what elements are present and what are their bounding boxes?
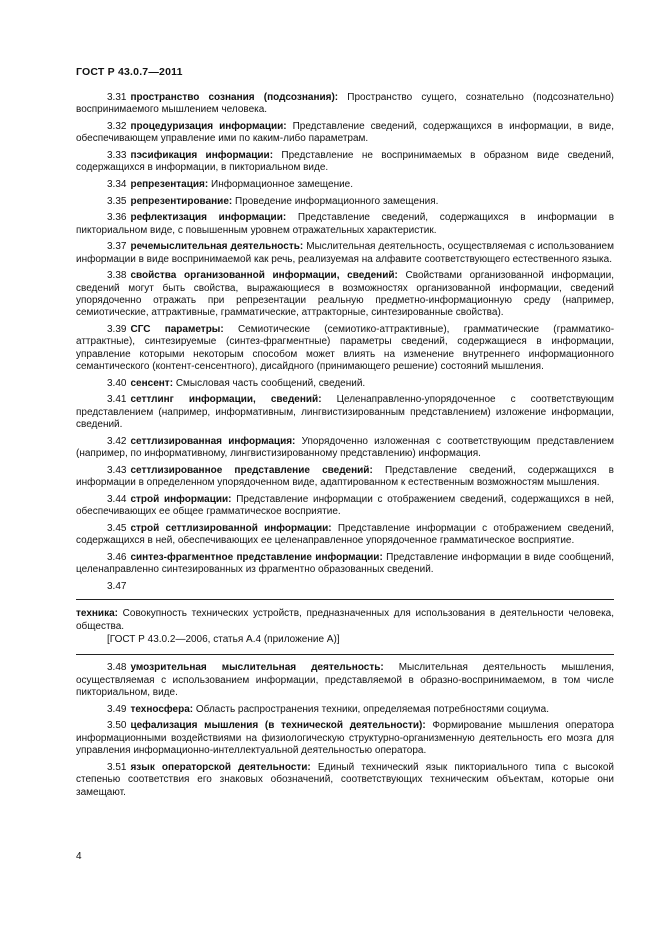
page-number: 4 xyxy=(76,851,82,862)
definition-entry xyxy=(76,523,614,548)
definition-entry xyxy=(76,196,614,208)
entry-text: Представление сведений, содержащихся в информации, в виде, обеспечивающем управление ими по каким-либо параметрам. xyxy=(76,121,614,145)
entry-number: 3.48 xyxy=(107,662,127,674)
entry-number: 3.50 xyxy=(107,720,127,732)
entry-text: Представление информации с отображением сведений, содержащихся в ней, обеспечивающих ее целенаправленное упорядоченное грамматическое восприятие. xyxy=(76,522,614,547)
entry-term: СГС параметры: xyxy=(130,324,224,335)
entry-number: 3.37 xyxy=(107,241,127,253)
entry-term: рефлектизация информации: xyxy=(130,212,287,224)
entry-text: Свойствами организованной информации, сведений могут быть свойства, выражающиеся в возможностях организованной информации, сведений упорядоченно отражать при репрезентации реальную предметно-информационную среду (например, семиотические, аттрактивные, грамматические, аттракторные, синтезированные свойства). xyxy=(76,270,615,319)
entry-number: 3.51 xyxy=(107,761,127,773)
entry-number: 3.32 xyxy=(107,121,127,132)
definition-entry xyxy=(76,324,614,374)
entry-text: Представление информации в виде сообщений, целенаправленно синтезированных из фрагментно образованных сведений. xyxy=(76,551,615,576)
quoted-definition xyxy=(76,608,614,633)
definition-entry xyxy=(76,662,614,699)
entry-term: сеттлизированная информация: xyxy=(130,435,296,447)
entry-text: Представление сведений, содержащихся в информации в определенном упорядоченном виде, адаптированном к естественным возможностям мышления. xyxy=(76,464,614,489)
entry-text: Смысловая часть сообщений, сведений. xyxy=(175,377,366,389)
entry-number: 3.33 xyxy=(107,150,127,161)
quoted-definition-box xyxy=(76,599,614,655)
definition-entry xyxy=(76,150,614,175)
definition-entry xyxy=(76,394,614,431)
entry-3-47-number xyxy=(76,581,614,593)
entry-number: 3.31 xyxy=(107,92,127,103)
entry-text: Представление информации с отображением сведений, содержащихся в ней, обеспечивающих ее общее грамматическое восприятие. xyxy=(76,493,615,518)
entry-text: Семиотические (семиотико-аттрактивные), грамматические (грамматико-аттрактные), синтезируемые (синтез-фрагментные) параметры сведений, содержащиеся в информации, управление которыми некоторым способом может влиять на изменение внутреннего информационного семантического (контент-сенсентного), дисайдного (принимающего решение) состояний мышления. xyxy=(76,324,615,373)
document-body xyxy=(76,92,614,803)
entry-number: 3.38 xyxy=(107,270,127,282)
entry-term: умозрительная мыслительная деятельность: xyxy=(130,662,384,674)
entry-number: 3.43 xyxy=(107,464,127,476)
definition-entry xyxy=(76,378,614,390)
entry-term: строй сеттлизированной информации: xyxy=(130,522,332,534)
entry-term: техносфера: xyxy=(130,703,194,715)
entry-text: Упорядоченно изложенная с соответствующим представлением (например, по информативному, лингвистизированному представлению) информация. xyxy=(76,435,615,460)
definition-entry xyxy=(76,179,614,191)
entry-number: 3.34 xyxy=(107,179,127,190)
entry-term: свойства организованной информации, сведений: xyxy=(130,270,398,282)
definition-entry xyxy=(76,494,614,519)
entry-text: Представление сведений, содержащихся в информации в пикториальном виде, с повышенным уровнем отражательных характеристик. xyxy=(76,212,615,236)
entry-text: Мыслительная деятельность мышления, осуществляемая с использованием информации, представляемой в образно-воспринимаемом, в том числе пикториальном, виде. xyxy=(76,662,615,699)
definition-entry xyxy=(76,121,614,146)
entry-term: речемыслительная деятельность: xyxy=(130,241,304,253)
entry-text: Целенаправленно-упорядоченное с соответствующим представлением (например, информативным, лингвистизированным представлением) изложение информации, сведений. xyxy=(76,394,614,431)
entry-number: 3.40 xyxy=(107,377,127,389)
definition-entry xyxy=(76,704,614,716)
entry-term: репрезентация: xyxy=(130,179,209,190)
entry-term: техника: xyxy=(76,608,118,620)
entry-number: 3.36 xyxy=(107,212,127,224)
definition-entry xyxy=(76,241,614,266)
entry-number: 3.45 xyxy=(107,522,127,534)
entry-term: сенсент: xyxy=(130,377,174,389)
entry-text: Совокупность технических устройств, предназначенных для использования в деятельности человека, общества. xyxy=(76,608,615,632)
entry-text: Формирование мышления оператора информационными воздействиями на физиологическую структурно-организменную деятельность его мозга для управления информационно-интеллектуальной деятельностью оператора. xyxy=(76,720,614,757)
entry-term: процедуризация информации: xyxy=(130,121,287,132)
entry-text: Проведение информационного замещения. xyxy=(235,195,439,207)
entry-term: пэсификация информации: xyxy=(130,150,274,161)
entry-text: Мыслительная деятельность, осуществляемая с использованием информации в виде воспринимаемой как речь, реализуемая на алфавите соответствующего естественного языка. xyxy=(76,241,614,265)
definition-entry xyxy=(76,270,614,320)
definition-source: [ГОСТ Р 43.0.2—2006, статья А.4 (приложение А)] xyxy=(107,634,340,646)
entry-text: Информационное замещение. xyxy=(211,179,354,190)
entry-number: 3.42 xyxy=(107,435,127,447)
document-code-header: ГОСТ Р 43.0.7—2011 xyxy=(76,66,183,78)
entry-term: синтез-фрагментное представление информации: xyxy=(130,551,383,563)
entry-term: сеттлинг информации, сведений: xyxy=(130,394,322,406)
entry-number: 3.44 xyxy=(107,493,127,505)
entry-number: 3.46 xyxy=(107,551,127,563)
entry-term: язык операторской деятельности: xyxy=(130,761,311,773)
entry-text: Пространство сущего, сознательно (подсознательно) воспринимаемого мышлением человека. xyxy=(76,92,614,116)
definition-entry xyxy=(76,92,614,117)
definition-entry xyxy=(76,465,614,490)
entry-term: строй информации: xyxy=(130,493,232,505)
entry-term: репрезентирование: xyxy=(130,195,233,207)
entry-number: 3.35 xyxy=(107,195,127,207)
definition-entry xyxy=(76,762,614,799)
entry-number: 3.39 xyxy=(107,324,127,335)
entry-number: 3.41 xyxy=(107,394,127,406)
entry-text: Представление не воспринимаемых в образном виде сведений, содержащихся в информации, в пикториальном виде. xyxy=(76,150,614,174)
entry-term: сеттлизированное представление сведений: xyxy=(130,464,373,476)
definitions-list-a xyxy=(76,92,614,577)
definitions-list-b xyxy=(76,662,614,799)
entry-number: 3.49 xyxy=(107,703,127,715)
definition-entry xyxy=(76,552,614,577)
entry-term: цефализация мышления (в технической деятельности): xyxy=(130,720,426,732)
definition-entry xyxy=(76,436,614,461)
entry-number: 3.47 xyxy=(107,580,127,592)
definition-entry xyxy=(76,720,614,757)
entry-text: Область распространения техники, определяемая потребностями социума. xyxy=(195,703,549,715)
definition-entry xyxy=(76,212,614,237)
entry-term: пространство сознания (подсознания): xyxy=(130,92,339,103)
entry-text: Единый технический язык пикториального типа с высокой степенью соответствия его знаковых обозначений, соответствующих техническим объектам, которые они замещают. xyxy=(76,761,614,798)
